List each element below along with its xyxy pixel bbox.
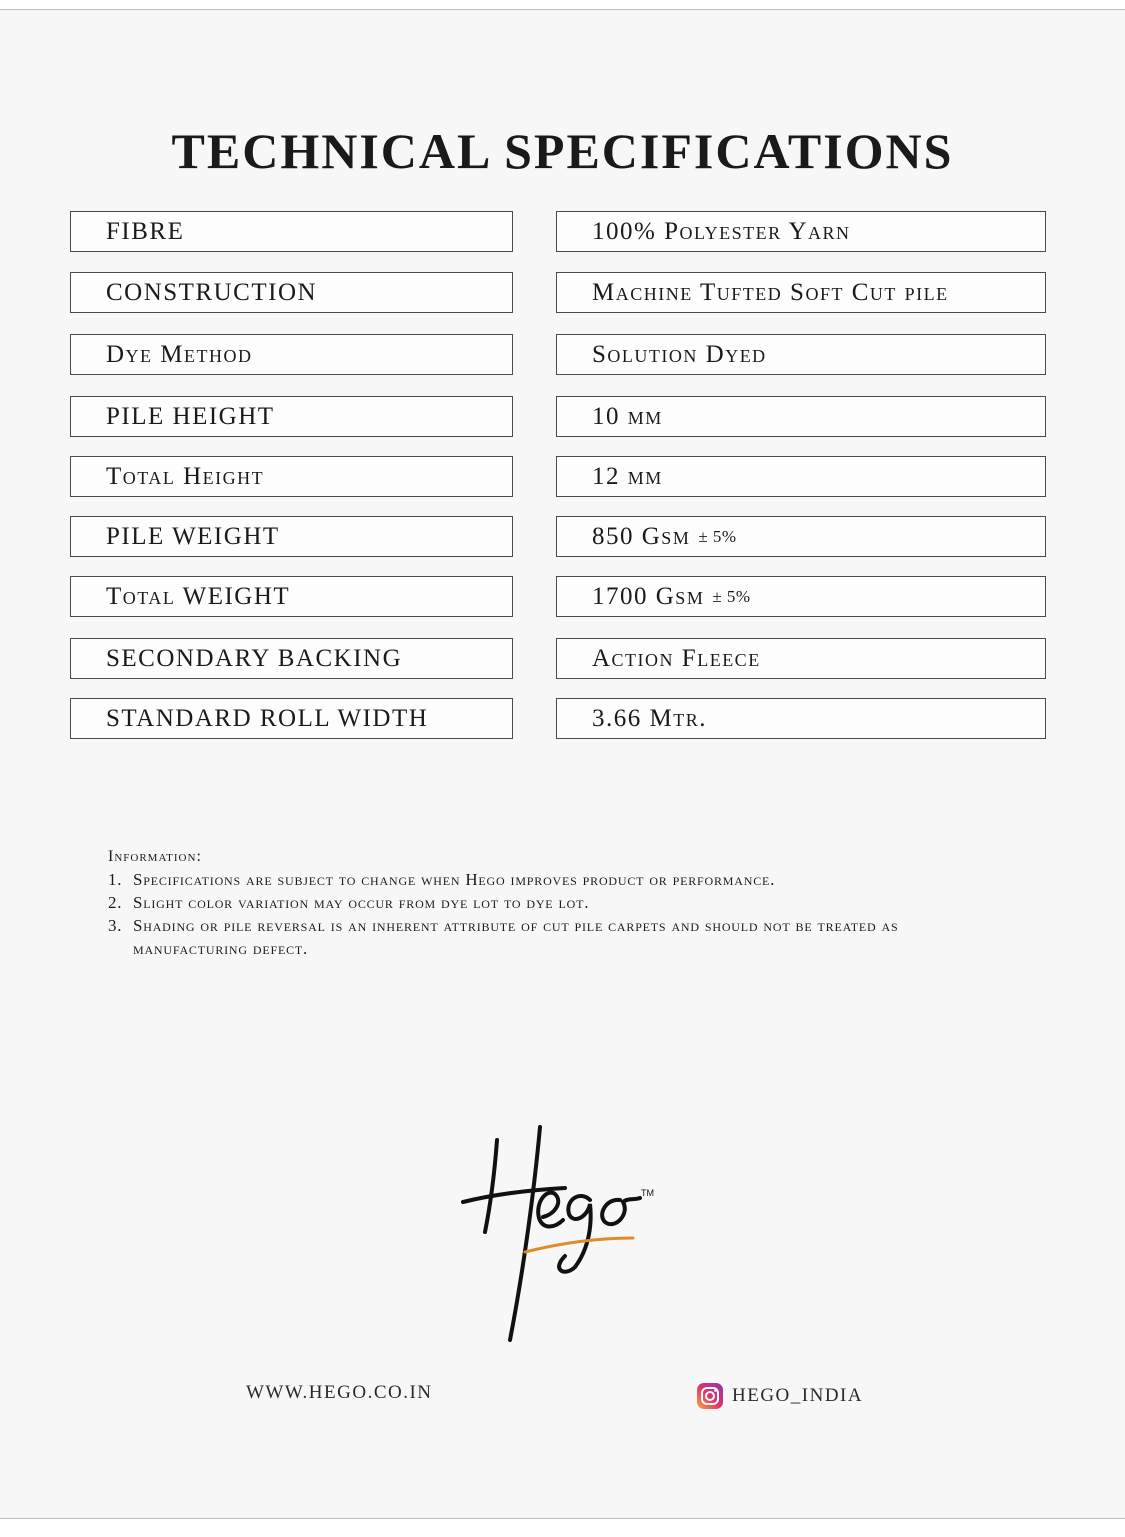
trademark-symbol: TM — [641, 1188, 654, 1198]
spec-row — [70, 516, 1046, 559]
spec-label: Total WEIGHT — [70, 576, 513, 617]
information-item-text: Slight color variation may occur from dye lot to dye lot. — [133, 893, 590, 912]
information-heading: Information: — [108, 848, 202, 865]
spec-row — [70, 272, 1046, 315]
spec-sheet-page — [0, 9, 1125, 1519]
spec-label: SECONDARY BACKING — [70, 638, 513, 679]
spec-row — [70, 456, 1046, 499]
spec-value — [556, 456, 1046, 497]
spec-row — [70, 698, 1046, 741]
spec-value — [556, 638, 1046, 679]
spec-label: Dye Method — [70, 334, 513, 375]
spec-tolerance: ± 5% — [712, 586, 751, 606]
spec-label: PILE WEIGHT — [70, 516, 513, 557]
spec-value-text: 1700 Gsm — [592, 582, 705, 610]
information-section — [108, 848, 1008, 960]
information-item-number: 3. — [108, 916, 123, 935]
spec-value — [556, 211, 1046, 252]
spec-value — [556, 334, 1046, 375]
spec-row — [70, 211, 1046, 254]
spec-label: CONSTRUCTION — [70, 272, 513, 313]
spec-value — [556, 516, 1046, 557]
spec-row — [70, 576, 1046, 619]
page-title: TECHNICAL SPECIFICATIONS — [171, 123, 954, 179]
spec-label: FIBRE — [70, 211, 513, 252]
website-link[interactable]: WWW.HEGO.CO.IN — [246, 1382, 433, 1403]
information-item — [108, 868, 1008, 891]
spec-value-text: 10 mm — [592, 402, 663, 430]
hego-logo — [455, 1122, 665, 1347]
instagram-handle: HEGO_INDIA — [732, 1385, 864, 1406]
spec-value-text: 3.66 Mtr. — [592, 704, 707, 732]
spec-value-text: 12 mm — [592, 462, 663, 490]
spec-label: PILE HEIGHT — [70, 396, 513, 437]
spec-tolerance: ± 5% — [698, 526, 737, 546]
spec-row — [70, 638, 1046, 681]
spec-value-text: Machine Tufted Soft Cut pile — [592, 278, 949, 306]
information-item-text: Specifications are subject to change when Hego improves product or performance. — [133, 870, 776, 889]
spec-row — [70, 334, 1046, 377]
spec-label: STANDARD ROLL WIDTH — [70, 698, 513, 739]
information-item-text: Shading or pile reversal is an inherent attribute of cut pile carpets and should not be treated as manufacturing defect. — [133, 916, 899, 958]
spec-value — [556, 576, 1046, 617]
information-item — [108, 914, 1008, 960]
spec-value-text: 100% Polyester Yarn — [592, 217, 851, 245]
information-item — [108, 891, 1008, 914]
spec-value — [556, 698, 1046, 739]
spec-row — [70, 396, 1046, 439]
spec-value-text: Action Fleece — [592, 644, 761, 672]
spec-value-text: Solution Dyed — [592, 340, 767, 368]
spec-value — [556, 396, 1046, 437]
spec-value — [556, 272, 1046, 313]
information-list — [108, 868, 1008, 960]
spec-label: Total Height — [70, 456, 513, 497]
spec-value-text: 850 Gsm — [592, 522, 691, 550]
instagram-icon — [696, 1382, 724, 1410]
information-item-number: 2. — [108, 893, 123, 912]
instagram-link[interactable] — [696, 1382, 863, 1410]
information-item-number: 1. — [108, 870, 123, 889]
